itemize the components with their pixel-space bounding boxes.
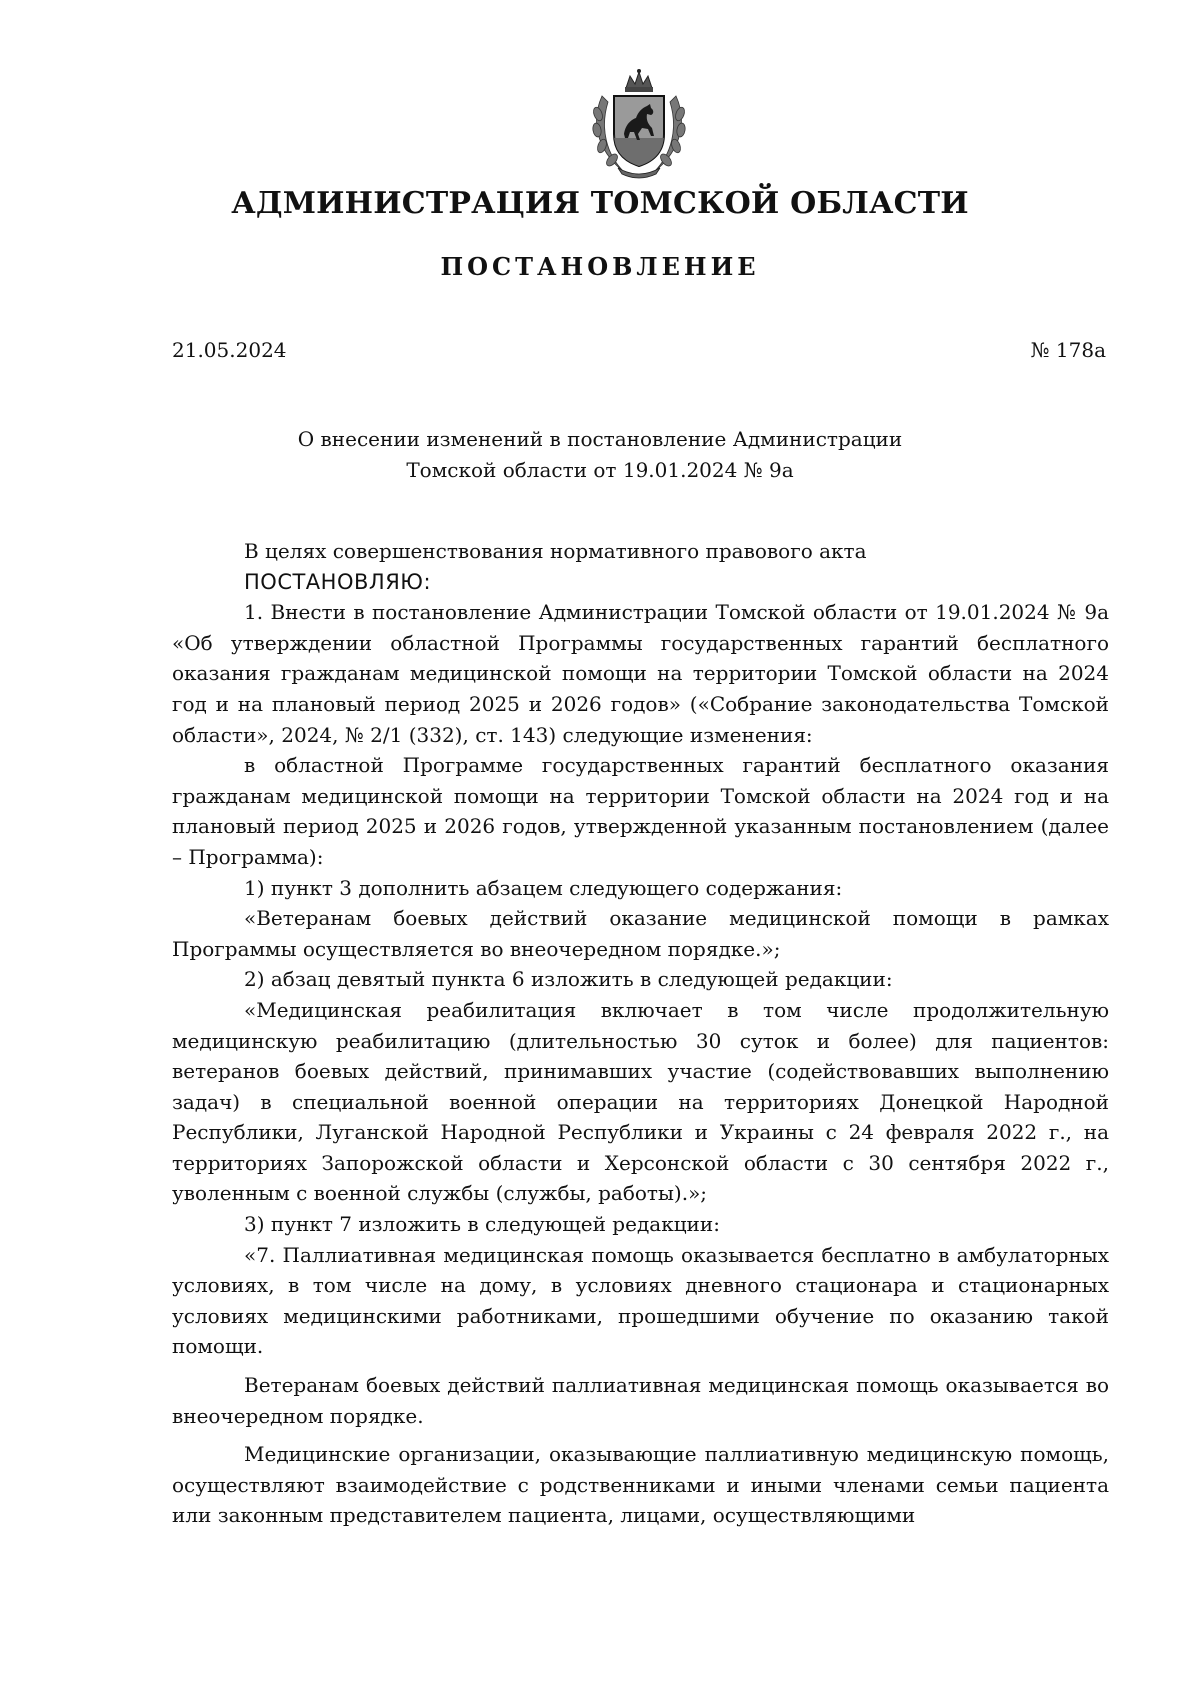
paragraph: 1. Внести в постановление Администрации Томской области от 19.01.2024 № 9а «Об утверждении областной Программы государственных гарантий бесплатного оказания гражданам медицинской помощи на территории Томской области на 2024 год и на плановый период 2025 и 2026 годов» («Собрание законодательства Томской области», 2024, № 2/1 (332), ст. 143) следующие изменения: [172, 600, 1109, 747]
paragraph: 2) абзац девятый пункта 6 изложить в следующей редакции: [244, 967, 893, 992]
paragraph: «Медицинская реабилитация включает в том числе продолжительную медицинскую реабилитацию (длительностью 30 суток и более) для пациентов: ветеранов боевых действий, принимавших участие (содействовавших выполнению задач) в специальной военной операции на территориях Донецкой Народной Республики, Луганской Народной Республики и Украины с 24 февраля 2022 г., на территориях Запорожской области и Херсонской области с 30 сентября 2022 г., уволенным с военной службы (службы, работы).»; [172, 997, 1109, 1206]
paragraph: «Ветеранам боевых действий оказание медицинской помощи в рамках Программы осуществляется во внеочередном порядке.»; [172, 906, 1109, 961]
paragraph: в областной Программе государственных гарантий бесплатного оказания гражданам медицинской помощи на территории Томской области на 2024 год и на плановый период 2025 и 2026 годов, утвержденной указанным постановлением (далее – Программа): [172, 753, 1109, 869]
document-type-title: ПОСТАНОВЛЕНИЕ [440, 252, 760, 281]
document-subject [0, 424, 1200, 486]
paragraph: В целях совершенствования нормативного правового акта [244, 539, 867, 563]
paragraph: Ветеранам боевых действий паллиативная медицинская помощь оказывается во внеочередном порядке. [172, 1373, 1109, 1428]
subject-line: Томской области от 19.01.2024 № 9а [406, 458, 794, 482]
document-date: 21.05.2024 [172, 338, 287, 362]
subject-line: О внесении изменений в постановление Администрации [297, 427, 903, 451]
paragraph: 1) пункт 3 дополнить абзацем следующего содержания: [244, 875, 843, 900]
paragraph: Медицинские организации, оказывающие паллиативную медицинскую помощь, осуществляют взаимодействие с родственниками и иными членами семьи пациента или законным представителем пациента, лицами, осуществляющими [172, 1442, 1109, 1528]
document-body [172, 536, 1109, 1531]
coat-of-arms-emblem [584, 68, 694, 180]
document-number: № 178а [1030, 338, 1106, 362]
crown-icon [625, 69, 653, 92]
paragraph: 3) пункт 7 изложить в следующей редакции: [244, 1212, 720, 1237]
resolve-heading: ПОСТАНОВЛЯЮ: [244, 569, 432, 594]
organization-title: АДМИНИСТРАЦИЯ ТОМСКОЙ ОБЛАСТИ [231, 186, 969, 221]
paragraph: «7. Паллиативная медицинская помощь оказывается бесплатно в амбулаторных условиях, в том числе на дому, в условиях дневного стационара и стационарных условиях медицинскими работниками, прошедшими обучение по оказанию такой помощи. [172, 1242, 1109, 1359]
